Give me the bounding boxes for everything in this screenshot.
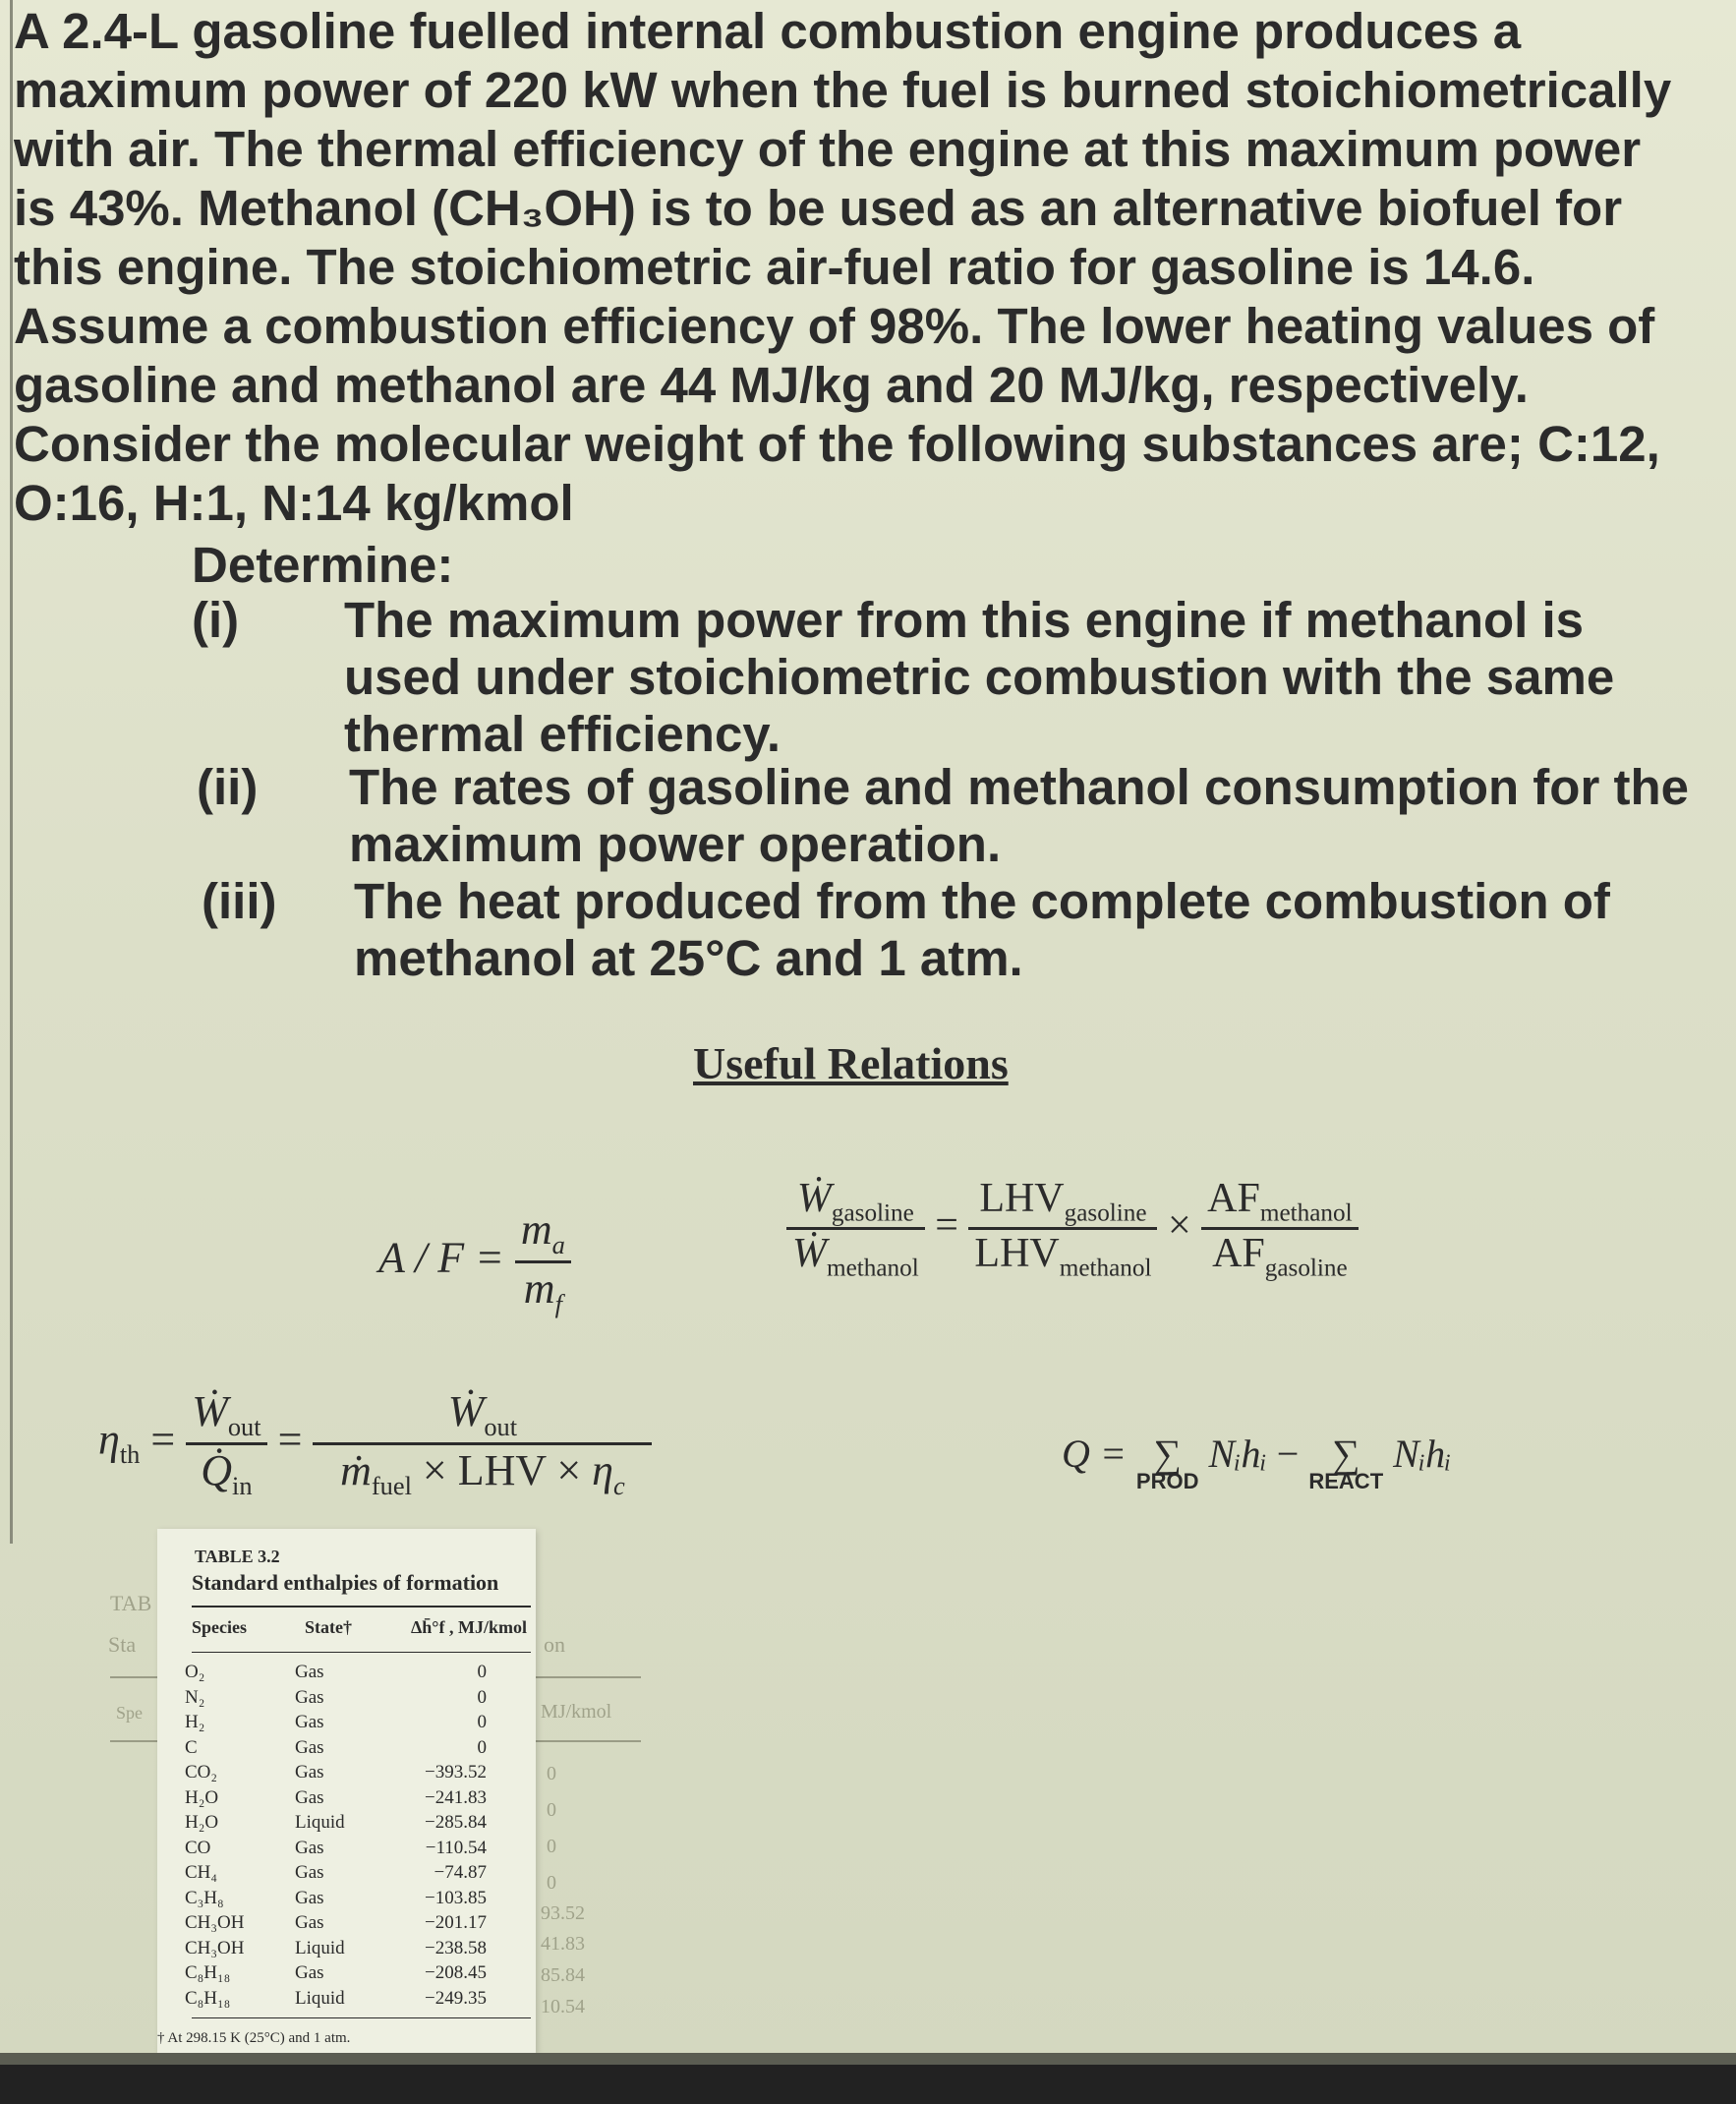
question-number: (iii): [202, 873, 277, 929]
cell-state: Gas: [295, 1786, 324, 1808]
table-row: [157, 1988, 536, 2013]
cell-enthalpy: −241.83: [425, 1786, 487, 1808]
cell-species: CO: [185, 1837, 211, 1858]
margin-rule: [10, 0, 13, 1544]
cell-species: CH₃OH: [185, 1937, 245, 1958]
heat-equation: Q = ∑ PROD Nᵢhᵢ − ∑ REACT Nᵢhᵢ: [1062, 1432, 1452, 1493]
af-ratio-fraction: $\frac{AF_{methanol}}{AF_{gasoline}}$: [1201, 1175, 1358, 1283]
cell-enthalpy: −110.54: [425, 1837, 487, 1858]
table-row: [157, 1737, 536, 1762]
cell-state: Gas: [295, 1686, 324, 1708]
problem-line: A 2.4-L gasoline fuelled internal combustion engine produces a: [14, 3, 1522, 59]
cell-enthalpy: −249.35: [425, 1987, 487, 2009]
cell-enthalpy: −208.45: [425, 1962, 487, 1983]
question-line: The rates of gasoline and methanol consumption for the: [349, 759, 1689, 815]
af-numerator: m: [520, 1205, 552, 1254]
cell-enthalpy: 0: [477, 1736, 487, 1758]
table-row: [157, 1812, 536, 1837]
problem-line: Assume a combustion efficiency of 98%. The lower heating values of: [14, 298, 1655, 354]
af-numerator-sub: a: [551, 1229, 565, 1259]
question-number: (ii): [197, 759, 259, 815]
af-denominator-sub: f: [554, 1288, 562, 1318]
question-line: maximum power operation.: [349, 816, 1002, 872]
cell-species: H₂O: [185, 1786, 219, 1808]
equals-sign: =: [935, 1202, 958, 1249]
problem-line: is 43%. Methanol (CH₃OH) is to be used as an alternative biofuel for: [14, 180, 1623, 236]
table-row: [157, 1712, 536, 1736]
cell-enthalpy: 0: [477, 1686, 487, 1708]
table-row: [157, 1687, 536, 1712]
air-fuel-ratio-equation: [378, 1204, 571, 1319]
cell-enthalpy: −201.17: [425, 1912, 487, 1933]
cell-species: N₂: [185, 1686, 205, 1708]
af-fraction: [515, 1204, 571, 1319]
screen-bezel: [0, 2065, 1736, 2104]
problem-line: this engine. The stoichiometric air-fuel ratio for gasoline is 14.6.: [14, 239, 1535, 295]
times-sign: ×: [1167, 1202, 1191, 1249]
problem-line: with air. The thermal efficiency of the engine at this maximum power: [14, 121, 1642, 177]
power-ratio-equation: [786, 1175, 1359, 1283]
cell-species: CH₃OH: [185, 1912, 245, 1933]
cell-state: Gas: [295, 1762, 324, 1783]
cell-enthalpy: −74.87: [434, 1862, 487, 1883]
problem-line: Consider the molecular weight of the following substances are; C:12,: [14, 416, 1660, 472]
wout-qin-fraction: $\frac{Ẇ_{out}}{Q̇_{in}}$: [186, 1386, 266, 1501]
cell-species: O₂: [185, 1662, 205, 1682]
table-subtitle: Standard enthalpies of formation: [192, 1570, 499, 1595]
cell-species: C₈H₁₈: [185, 1962, 231, 1983]
cell-state: Liquid: [295, 1987, 345, 2009]
cell-species: C₃H₈: [185, 1887, 224, 1908]
problem-line: O:16, H:1, N:14 kg/kmol: [14, 475, 574, 531]
cell-enthalpy: −393.52: [425, 1762, 487, 1783]
table-row: [157, 1762, 536, 1786]
table-title: TABLE 3.2: [195, 1547, 280, 1566]
header-enthalpy: Δh̄°f , MJ/kmol: [411, 1617, 527, 1637]
question-line: The heat produced from the complete combustion of: [354, 873, 1610, 929]
af-lhs: A / F =: [378, 1233, 504, 1282]
question-line: The maximum power from this engine if methanol is: [344, 592, 1585, 648]
question-line: methanol at 25°C and 1 atm.: [354, 930, 1023, 986]
problem-line: gasoline and methanol are 44 MJ/kg and 20 MJ/kg, respectively.: [14, 357, 1529, 413]
cell-state: Gas: [295, 1837, 324, 1858]
cell-state: Gas: [295, 1862, 324, 1883]
cell-state: Gas: [295, 1887, 324, 1908]
useful-relations-heading: Useful Relations: [693, 1038, 1009, 1088]
cell-enthalpy: 0: [477, 1712, 487, 1732]
thermal-efficiency-equation: $\eta_{th}$ = $\frac{Ẇ_{out}}{Q̇_{in}}$ = $\frac{Ẇ_{out}}{ṁ_{fuel} \times LHV \times \eta_c}$: [98, 1386, 652, 1501]
header-species: Species: [192, 1617, 247, 1637]
table-row: [157, 1838, 536, 1862]
cell-enthalpy: −285.84: [425, 1812, 487, 1833]
question-line: thermal efficiency.: [344, 706, 781, 762]
table-row: [157, 1888, 536, 1912]
cell-enthalpy: −103.85: [425, 1887, 487, 1908]
cell-species: H₂O: [185, 1812, 219, 1833]
enthalpy-table: [157, 1529, 536, 2055]
cell-state: Gas: [295, 1712, 324, 1732]
table-row: [157, 1662, 536, 1686]
table-row: [157, 1787, 536, 1812]
cell-state: Liquid: [295, 1937, 345, 1958]
table-footnote: † At 298.15 K (25°C) and 1 atm.: [157, 2030, 351, 2046]
cell-state: Gas: [295, 1962, 324, 1983]
question-number: (i): [192, 592, 240, 648]
lhv-fraction: $\frac{LHV_{gasoline}}{LHV_{methanol}}$: [968, 1175, 1157, 1283]
af-denominator: m: [523, 1263, 555, 1313]
table-row: [157, 1912, 536, 1937]
cell-species: C₈H₁₈: [185, 1987, 231, 2009]
table-row: [157, 1938, 536, 1962]
cell-state: Liquid: [295, 1812, 345, 1833]
determine-label: Determine:: [192, 537, 454, 593]
cell-species: CH₄: [185, 1862, 218, 1883]
question-line: used under stoichiometric combustion with the same: [344, 649, 1615, 705]
cell-state: Gas: [295, 1912, 324, 1933]
wout-fuel-fraction: $\frac{Ẇ_{out}}{ṁ_{fuel} \times LHV \times \eta_c}$: [313, 1386, 652, 1501]
power-fraction: $\frac{Ẇ_{gasoline}}{Ẇ_{methanol}}$: [786, 1175, 925, 1283]
cell-species: H₂: [185, 1712, 205, 1732]
cell-species: C: [185, 1736, 198, 1758]
table-row: [157, 1962, 536, 1987]
problem-line: maximum power of 220 kW when the fuel is burned stoichiometrically: [14, 62, 1672, 118]
document-page: A 2.4-L gasoline fuelled internal combustion engine produces a maximum power of 220 kW when the fuel is burned stoichiometrically with air. The thermal efficiency of the engine at this maximum power is 43%. Methanol (CH₃OH) is to be used as an alternative biofuel for this engine. The stoichiometric air-fuel ratio for gasoline is 14.6. Assume a combustion efficiency of 98%. The lower heating values of gasoline and methanol are 44 MJ/kg and 20 MJ/kg, respectively. Consider the molecular weight of the following substances are; C:12, O:16, H:1, N:14 kg/kmol Determine: (i) The maximum power from this engine if methanol is used under stoichiometric combustion with the same thermal efficiency. (ii) The rates of gasoline and methanol consumption for the maximum power operation. (iii) The heat produced from the complete combustion of methanol at 25°C and 1 atm. Useful Relations A / F = $\frac{m_a}{m_f}$ $\frac{Ẇ_{gasoline}}{Ẇ_{methanol}}$ = $\frac{LHV_{gasoline}}{LHV_{methanol}}$ × $\frac{AF_{methanol}}{AF_{gasoline}}$ $\eta_{th}$ = $\frac{Ẇ_{out}}{Q̇_{in}}$ = $\frac{Ẇ_{out}}{ṁ_{fuel} \times LHV \times \eta_c}$ Q = ∑ PROD Nᵢhᵢ − ∑ REACT Nᵢhᵢ TAB Sta Spe on MJ/kmol 0 0 0 0 93.52 41.83 85.84 10.54 TABLE 3.2 Standard enthalpies of formation Species State† Δh̄°f , MJ/kmol O₂ Gas 0 N₂ Gas 0 H₂ Gas 0 C Gas 0 CO₂ Gas −393.52 H₂O Gas −241.83 H₂O Liquid −285.84 CO Gas −110.54 CH₄ Gas −74.87 C₃H₈ Gas −103.85 CH₃OH Gas −201.17 CH₃OH Liquid −238.58 C₈H₁₈ Gas −208.45 C₈H₁₈ Liquid −249.35 † At 298.15 K (25°C) and 1 atm.: [0, 0, 1736, 2104]
problem-statement: [14, 2, 1724, 533]
header-state: State†: [305, 1617, 352, 1637]
cell-state: Gas: [295, 1662, 324, 1682]
cell-enthalpy: 0: [477, 1662, 487, 1682]
cell-species: CO₂: [185, 1762, 218, 1783]
table-row: [157, 1862, 536, 1887]
cell-enthalpy: −238.58: [425, 1937, 487, 1958]
cell-state: Gas: [295, 1736, 324, 1758]
